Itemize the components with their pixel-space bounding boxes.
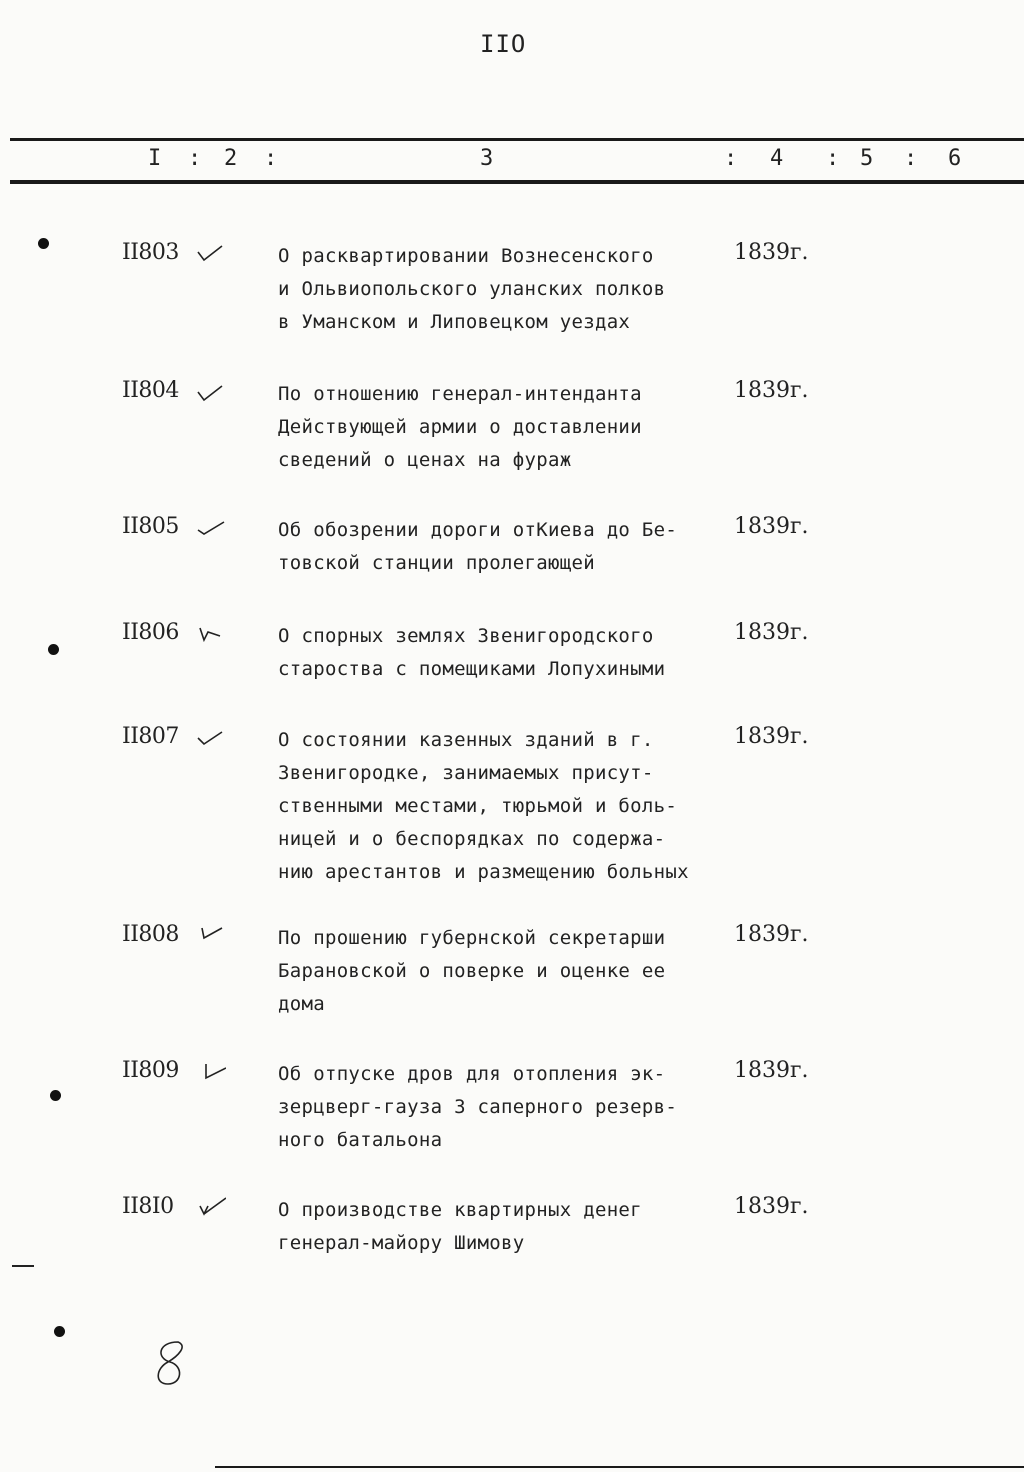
binding-hole-mark — [38, 238, 49, 249]
page-bottom-rule — [215, 1466, 1024, 1468]
case-number: II806 — [122, 620, 179, 645]
case-number: II809 — [122, 1058, 179, 1083]
case-year: 1839г. — [734, 1194, 809, 1219]
handwritten-eight-mark — [148, 1338, 194, 1388]
case-description: О состоянии казенных зданий в г. Звенигородке, занимаемых присут- ственными местами, тюрьмой и боль- ницей и о беспорядках по содержа- нию арестантов и размещению больных — [278, 729, 689, 883]
case-description: Об обозрении дороги отКиева до Бе- товской станции пролегающей — [278, 519, 678, 574]
case-description: О производстве квартирных денег генерал-майору Шимову — [278, 1199, 642, 1254]
case-description: По отношению генерал-интенданта Действующей армии о доставлении сведений о ценах на фураж — [278, 383, 642, 471]
checkmark-icon — [196, 242, 226, 264]
column-separator: : — [724, 146, 738, 171]
checkmark-icon — [196, 924, 226, 946]
case-number: II804 — [122, 378, 179, 403]
checkmark-icon — [196, 380, 226, 402]
case-number: II807 — [122, 724, 179, 749]
column-separator: : — [188, 146, 202, 171]
column-header-6: 6 — [948, 146, 962, 171]
case-description: О расквартировании Вознесенского и Ольвиопольского уланских полков в Уманском и Липовецком уездах — [278, 245, 666, 333]
column-header-4: 4 — [770, 146, 784, 171]
checkmark-icon — [196, 726, 226, 748]
case-year: 1839г. — [734, 620, 809, 645]
column-header-1: I — [148, 146, 162, 171]
checkmark-icon — [196, 1060, 226, 1082]
case-year: 1839г. — [734, 378, 809, 403]
column-separator: : — [264, 146, 278, 171]
column-header-2: 2 — [224, 146, 238, 171]
checkmark-icon — [196, 622, 226, 644]
table-header-rule — [10, 180, 1024, 184]
case-description: По прошению губернской секретарши Барановской о поверке и оценке ее дома — [278, 927, 666, 1015]
case-year: 1839г. — [734, 922, 809, 947]
binding-hole-mark — [54, 1326, 65, 1337]
page-number: IIO — [480, 30, 527, 58]
case-year: 1839г. — [734, 724, 809, 749]
column-separator: : — [826, 146, 840, 171]
case-number: II808 — [122, 922, 179, 947]
case-description: О спорных землях Звенигородского староства с помещиками Лопухиными — [278, 625, 666, 680]
checkmark-icon — [196, 1196, 226, 1218]
case-number: II8I0 — [122, 1194, 174, 1219]
case-number: II805 — [122, 514, 179, 539]
column-separator: : — [904, 146, 918, 171]
binding-hole-mark — [50, 1090, 61, 1101]
binding-hole-mark — [48, 644, 59, 655]
case-number: II803 — [122, 240, 179, 265]
table-top-rule — [10, 138, 1024, 141]
case-description: Об отпуске дров для отопления эк- зерцверг-гауза 3 саперного резерв- ного батальона — [278, 1063, 678, 1151]
column-header-3: 3 — [480, 146, 494, 171]
case-year: 1839г. — [734, 1058, 809, 1083]
column-header-5: 5 — [860, 146, 874, 171]
case-year: 1839г. — [734, 514, 809, 539]
checkmark-icon — [196, 516, 226, 538]
case-year: 1839г. — [734, 240, 809, 265]
margin-dash — [12, 1265, 34, 1267]
